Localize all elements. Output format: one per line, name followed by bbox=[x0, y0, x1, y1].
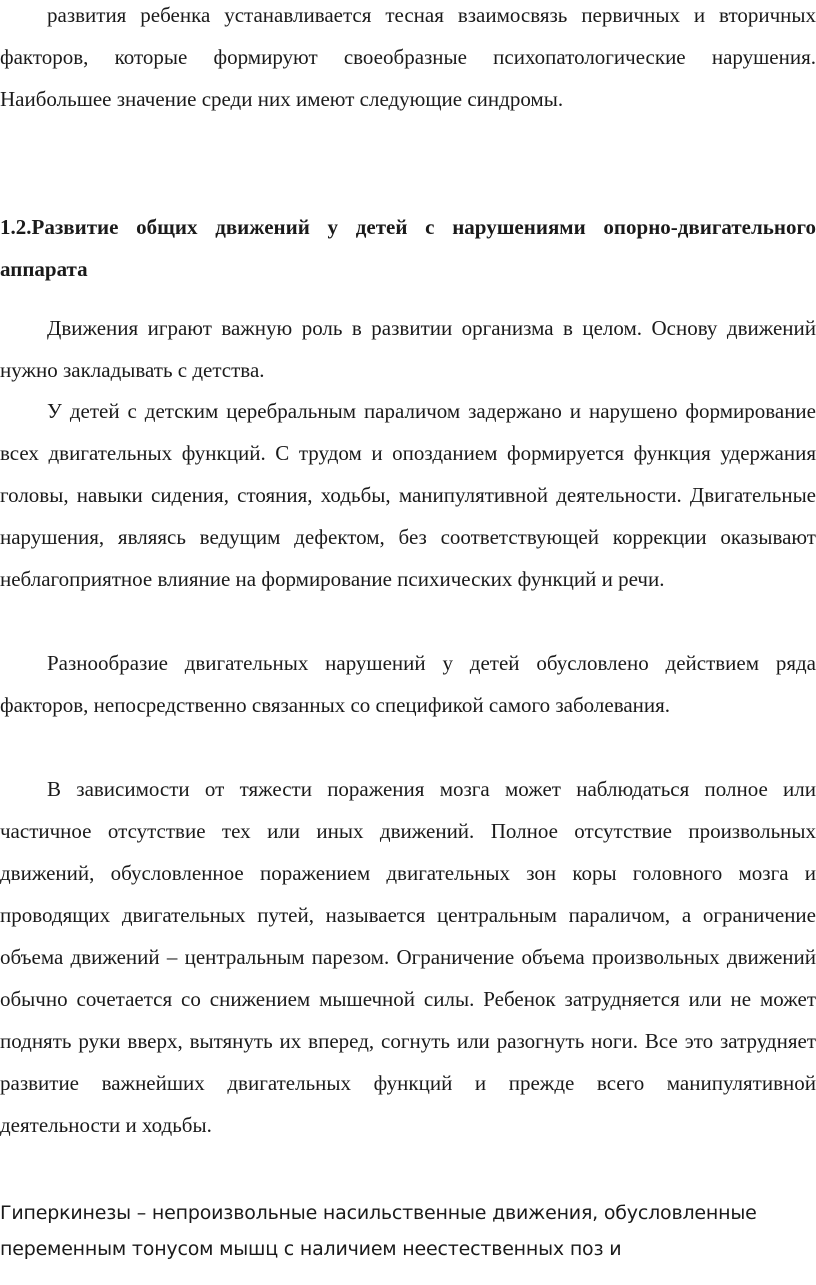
paragraph-motor-disorders-variety: Разнообразие двигательных нарушений у детей обусловлено действием ряда факторов, непосредственно связанных со спецификой самого заболевания. bbox=[0, 651, 816, 717]
paragraph-cerebral-palsy: У детей с детским церебральным параличом задержано и нарушено формирование всех двигательных функций. С трудом и опозданием формируется функция удержания головы, навыки сидения, стояния, ходьбы, манипулятивной деятельности. Двигательные нарушения, являясь ведущим дефектом, без соответствующей коррекции оказывают неблагоприятное влияние на формирование психических функций и речи. bbox=[0, 399, 816, 591]
section-heading: 1.2.Развитие общих движений у детей с нарушениями опорно-двигательного аппарата bbox=[0, 215, 816, 281]
paragraph-paralysis-paresis: В зависимости от тяжести поражения мозга может наблюдаться полное или частичное отсутствие тех или иных движений. Полное отсутствие произвольных движений, обусловленное поражением двигательных зон коры головного мозга и проводящих двигательных путей, называется центральным параличом, а ограничение объема движений – центральным парезом. Ограничение объема произвольных движений обычно сочетается со снижением мышечной силы. Ребенок затрудняется или не может поднять руки вверх, вытянуть их вперед, согнуть или разогнуть ноги. Все это затрудняет развитие важнейших двигательных функций и прежде всего манипулятивной деятельности и ходьбы. bbox=[0, 777, 816, 1137]
paragraph-hyperkinesis: Гиперкинезы – непроизвольные насильственные движения, обусловленные переменным тонусом мышц с наличием неестественных поз и bbox=[0, 1202, 757, 1260]
paragraph-movements-importance: Движения играют важную роль в развитии организма в целом. Основу движений нужно закладывать с детства. bbox=[0, 316, 816, 382]
paragraph-intro-continuation: развития ребенка устанавливается тесная взаимосвязь первичных и вторичных факторов, которые формируют своеобразные психопатологические нарушения. Наибольшее значение среди них имеют следующие синдромы. bbox=[0, 3, 816, 111]
